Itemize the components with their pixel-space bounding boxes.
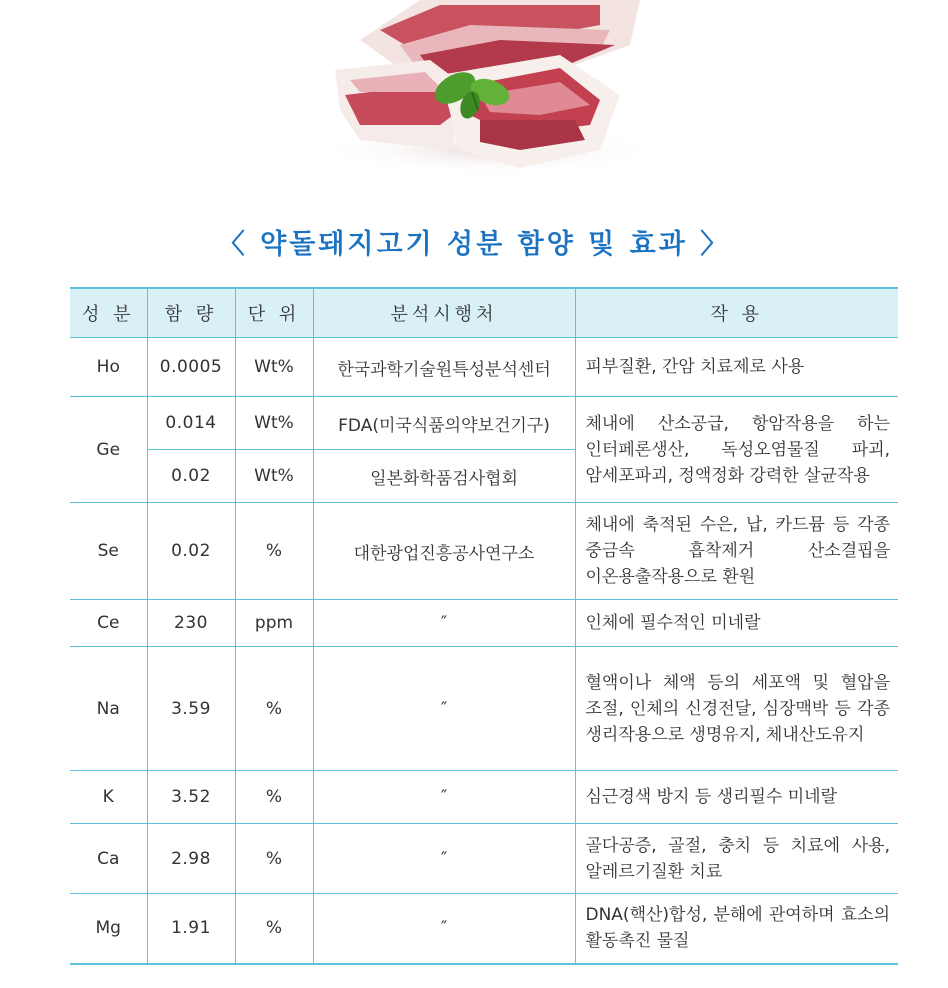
cell-component: Na [70, 647, 147, 771]
header-amount: 함 량 [147, 288, 235, 338]
cell-effect: 인체에 필수적인 미네랄 [575, 600, 898, 647]
cell-unit: Wt% [235, 397, 313, 450]
cell-lab: 일본화학품검사협회 [313, 450, 575, 503]
cell-amount: 3.52 [147, 771, 235, 824]
cell-effect: 피부질환, 간암 치료제로 사용 [575, 338, 898, 397]
cell-amount: 0.02 [147, 450, 235, 503]
table-row [70, 824, 898, 894]
cell-unit: % [235, 647, 313, 771]
composition-table [70, 287, 898, 965]
cell-unit: % [235, 503, 313, 600]
header-effect: 작 용 [575, 288, 898, 338]
cell-component: Ge [70, 397, 147, 503]
cell-component: Ce [70, 600, 147, 647]
cell-lab: 한국과학기술원특성분석센터 [313, 338, 575, 397]
cell-amount: 0.0005 [147, 338, 235, 397]
cell-lab: ″ [313, 647, 575, 771]
cell-unit: Wt% [235, 338, 313, 397]
cell-component: Ca [70, 824, 147, 894]
cell-unit: ppm [235, 600, 313, 647]
cell-component: Mg [70, 894, 147, 964]
cell-lab: ″ [313, 894, 575, 964]
cell-effect: DNA(핵산)합성, 분해에 관여하며 효소의 활동촉진 물질 [575, 894, 898, 964]
cell-unit: % [235, 824, 313, 894]
cell-component: Se [70, 503, 147, 600]
page-title: 〈 약돌돼지고기 성분 함양 및 효과 〉 [217, 229, 731, 260]
cell-lab: 대한광업진흥공사연구소 [313, 503, 575, 600]
cell-lab: ″ [313, 771, 575, 824]
header-lab: 분석시행처 [313, 288, 575, 338]
header-unit: 단 위 [235, 288, 313, 338]
cell-effect: 심근경색 방지 등 생리필수 미네랄 [575, 771, 898, 824]
cell-amount: 0.014 [147, 397, 235, 450]
cell-effect: 혈액이나 체액 등의 세포액 및 혈압을 조절, 인체의 신경전달, 심장맥박 등 각종 생리작용으로 생명유지, 체내산도유지 [575, 647, 898, 771]
cell-unit: Wt% [235, 450, 313, 503]
cell-unit: % [235, 894, 313, 964]
cell-amount: 3.59 [147, 647, 235, 771]
cell-unit: % [235, 771, 313, 824]
header-component: 성 분 [70, 288, 147, 338]
cell-effect: 골다공증, 골절, 충치 등 치료에 사용, 알레르기질환 치료 [575, 824, 898, 894]
pork-belly-image [0, 0, 948, 210]
table-row [70, 397, 898, 450]
cell-amount: 230 [147, 600, 235, 647]
cell-component: K [70, 771, 147, 824]
cell-effect: 체내에 산소공급, 항암작용을 하는 인터페론생산, 독성오염물질 파괴, 암세포파괴, 정액정화 강력한 살균작용 [575, 397, 898, 503]
table-header-row [70, 288, 898, 338]
cell-component: Ho [70, 338, 147, 397]
cell-effect: 체내에 축적된 수은, 납, 카드뮴 등 각종 중금속 흡착제거 산소결핍을 이온용출작용으로 환원 [575, 503, 898, 600]
cell-lab: ″ [313, 824, 575, 894]
cell-amount: 1.91 [147, 894, 235, 964]
table-row [70, 771, 898, 824]
table-row [70, 338, 898, 397]
cell-amount: 2.98 [147, 824, 235, 894]
cell-lab: FDA(미국식품의약보건기구) [313, 397, 575, 450]
table-row [70, 503, 898, 600]
table-row [70, 600, 898, 647]
table-row [70, 647, 898, 771]
table-row [70, 894, 898, 964]
cell-lab: ″ [313, 600, 575, 647]
cell-amount: 0.02 [147, 503, 235, 600]
